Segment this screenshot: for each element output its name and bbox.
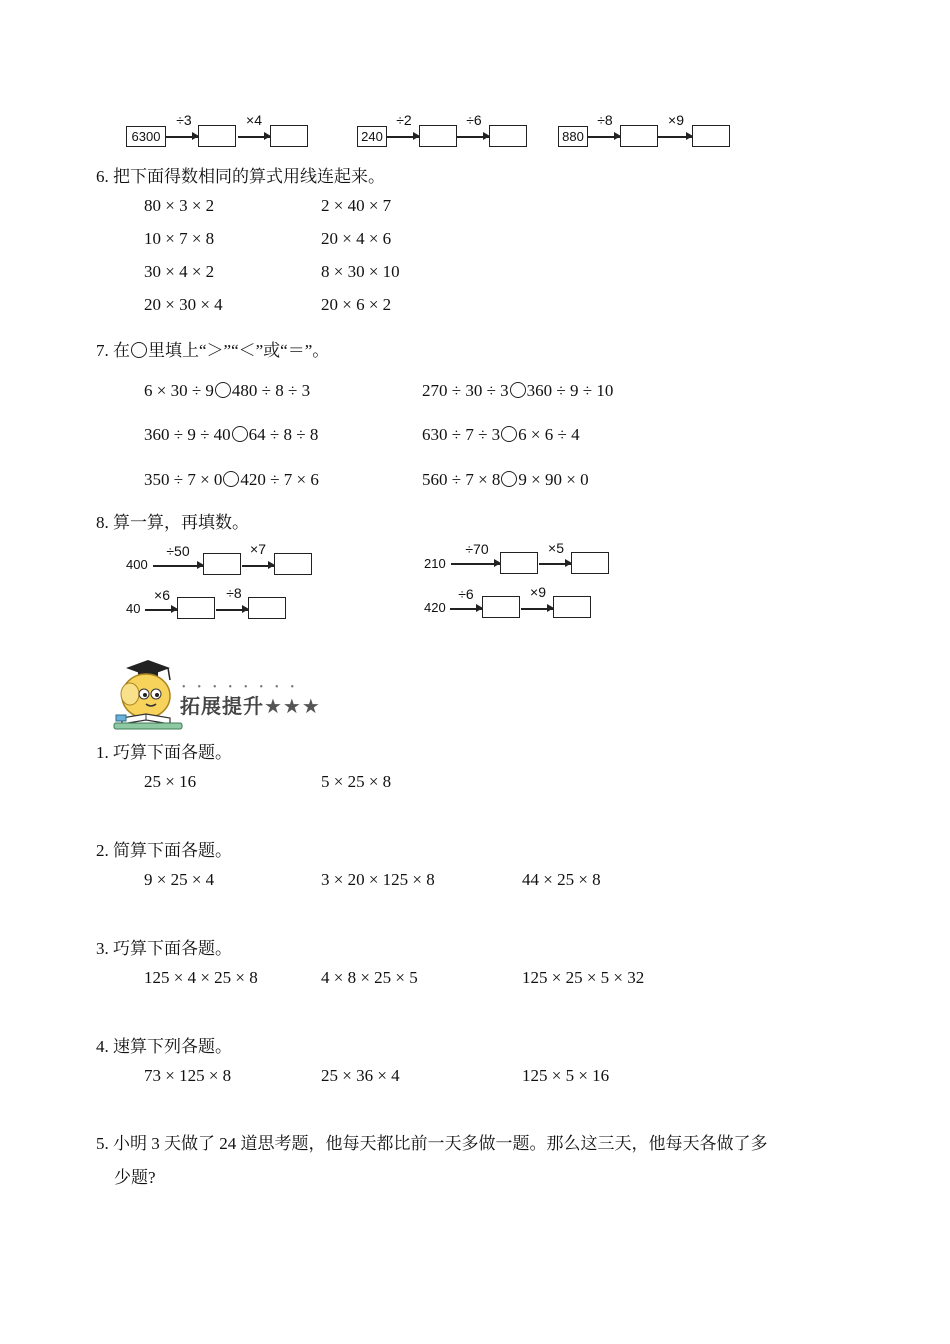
answer-box[interactable] xyxy=(620,125,658,147)
answer-box[interactable] xyxy=(270,125,308,147)
compare-row xyxy=(422,470,589,490)
arrow-icon xyxy=(521,608,553,610)
question-8-title: 8. 算一算，再填数。 xyxy=(96,513,249,532)
expression: 4 × 8 × 25 × 5 xyxy=(321,968,418,987)
expression[interactable]: 80 × 3 × 2 xyxy=(144,196,215,215)
circle-icon xyxy=(131,342,147,358)
chain-start-number: 6300 xyxy=(126,126,166,147)
arrow-icon xyxy=(145,609,177,611)
arrow-icon xyxy=(451,563,500,565)
arrow-icon xyxy=(450,608,482,610)
chain-operator: ÷3 xyxy=(176,112,192,128)
chain-operator: ÷6 xyxy=(458,586,474,602)
expression: 44 × 25 × 8 xyxy=(522,870,601,889)
answer-box[interactable] xyxy=(553,596,591,618)
expression: 25 × 36 × 4 xyxy=(321,1066,400,1085)
question-6-title: 6. 把下面得数相同的算式用线连起来。 xyxy=(96,167,385,186)
chain-operator: ÷70 xyxy=(465,541,489,557)
ext-question-5-line2: 少题? xyxy=(114,1168,156,1187)
compare-row xyxy=(144,470,319,490)
arrow-icon xyxy=(658,136,692,138)
compare-right: 360 ÷ 9 ÷ 10 xyxy=(526,381,614,400)
compare-right: 6 × 6 ÷ 4 xyxy=(518,425,580,444)
arrow-icon xyxy=(242,565,274,567)
compare-circle-input[interactable] xyxy=(501,426,517,442)
compare-circle-input[interactable] xyxy=(215,382,231,398)
chain-start-number: 240 xyxy=(357,126,387,147)
compare-left: 6 × 30 ÷ 9 xyxy=(144,381,214,400)
arrow-icon xyxy=(166,136,198,138)
chain-operator: ×9 xyxy=(530,584,546,600)
answer-box[interactable] xyxy=(692,125,730,147)
compare-left: 630 ÷ 7 ÷ 3 xyxy=(422,425,501,444)
compare-row xyxy=(422,381,613,401)
answer-box[interactable] xyxy=(248,597,286,619)
compare-row xyxy=(144,381,310,401)
expression: 125 × 5 × 16 xyxy=(522,1066,610,1085)
compare-circle-input[interactable] xyxy=(501,471,517,487)
answer-box[interactable] xyxy=(198,125,236,147)
section-banner xyxy=(108,660,378,730)
student-mascot-icon xyxy=(108,660,188,730)
ext-question-1-title: 1. 巧算下面各题。 xyxy=(96,743,232,762)
answer-box[interactable] xyxy=(419,125,457,147)
arrow-icon xyxy=(153,565,203,567)
expression: 3 × 20 × 125 × 8 xyxy=(321,870,435,889)
arrow-icon xyxy=(539,563,571,565)
question-7-title xyxy=(96,336,329,361)
compare-left: 360 ÷ 9 ÷ 40 xyxy=(144,425,231,444)
compare-circle-input[interactable] xyxy=(232,426,248,442)
expression[interactable]: 2 × 40 × 7 xyxy=(321,196,392,215)
compare-circle-input[interactable] xyxy=(223,471,239,487)
ext-question-2-title: 2. 简算下面各题。 xyxy=(96,841,232,860)
chain-operator: ÷8 xyxy=(226,585,242,601)
chain-operator: ÷50 xyxy=(166,543,190,559)
title-suffix: 里填上“＞”“＜”或“＝”。 xyxy=(148,341,330,360)
compare-right: 420 ÷ 7 × 6 xyxy=(240,470,319,489)
expression: 25 × 16 xyxy=(144,772,197,791)
answer-box[interactable] xyxy=(203,553,241,575)
expression[interactable]: 10 × 7 × 8 xyxy=(144,229,215,248)
expression[interactable]: 30 × 4 × 2 xyxy=(144,262,215,281)
chain-operator: ÷8 xyxy=(597,112,613,128)
chain-operator: ×7 xyxy=(250,541,266,557)
arrow-icon xyxy=(588,136,620,138)
compare-row xyxy=(422,425,580,445)
compare-circle-input[interactable] xyxy=(510,382,526,398)
banner-title-text: 拓展提升 xyxy=(180,694,264,718)
chain-operator: ×9 xyxy=(668,112,684,128)
arrow-icon xyxy=(387,136,419,138)
chain-operator: ÷2 xyxy=(396,112,412,128)
expression[interactable]: 20 × 6 × 2 xyxy=(321,295,392,314)
answer-box[interactable] xyxy=(571,552,609,574)
expression: 125 × 4 × 25 × 8 xyxy=(144,968,258,987)
ext-question-3-title: 3. 巧算下面各题。 xyxy=(96,939,232,958)
chain-operator: ×6 xyxy=(154,587,170,603)
expression[interactable]: 8 × 30 × 10 xyxy=(321,262,400,281)
chain-start-number: 210 xyxy=(424,556,446,571)
answer-box[interactable] xyxy=(177,597,215,619)
chain-operator: ×5 xyxy=(548,540,564,556)
compare-left: 560 ÷ 7 × 8 xyxy=(422,470,501,489)
compare-right: 9 × 90 × 0 xyxy=(518,470,589,489)
arrow-icon xyxy=(238,136,270,138)
chain-operator: ×4 xyxy=(246,112,262,128)
expression[interactable]: 20 × 30 × 4 xyxy=(144,295,223,314)
answer-box[interactable] xyxy=(482,596,520,618)
chain-start-number: 400 xyxy=(126,557,148,572)
arrow-icon xyxy=(457,136,489,138)
answer-box[interactable] xyxy=(500,552,538,574)
rating-stars-icon: ★★★ xyxy=(264,694,321,718)
compare-left: 350 ÷ 7 × 0 xyxy=(144,470,223,489)
expression: 73 × 125 × 8 xyxy=(144,1066,232,1085)
ext-question-5-line1: 5. 小明 3 天做了 24 道思考题，他每天都比前一天多做一题。那么这三天，他每天各做了多 xyxy=(96,1134,768,1153)
ext-question-4-title: 4. 速算下列各题。 xyxy=(96,1037,232,1056)
compare-row xyxy=(144,425,318,445)
decorative-dots: •••••••• xyxy=(182,682,307,693)
chain-operator: ÷6 xyxy=(466,112,482,128)
banner-title xyxy=(180,690,321,719)
compare-left: 270 ÷ 30 ÷ 3 xyxy=(422,381,509,400)
expression: 125 × 25 × 5 × 32 xyxy=(522,968,645,987)
arrow-icon xyxy=(216,609,248,611)
answer-box[interactable] xyxy=(489,125,527,147)
chain-start-number: 880 xyxy=(558,126,588,147)
chain-start-number: 40 xyxy=(126,601,141,616)
expression[interactable]: 20 × 4 × 6 xyxy=(321,229,392,248)
expression: 9 × 25 × 4 xyxy=(144,870,215,889)
expression: 5 × 25 × 8 xyxy=(321,772,392,791)
compare-right: 480 ÷ 8 ÷ 3 xyxy=(231,381,311,400)
compare-right: 64 ÷ 8 ÷ 8 xyxy=(248,425,319,444)
title-prefix: 7. 在 xyxy=(96,341,130,360)
answer-box[interactable] xyxy=(274,553,312,575)
chain-start-number: 420 xyxy=(424,600,446,615)
